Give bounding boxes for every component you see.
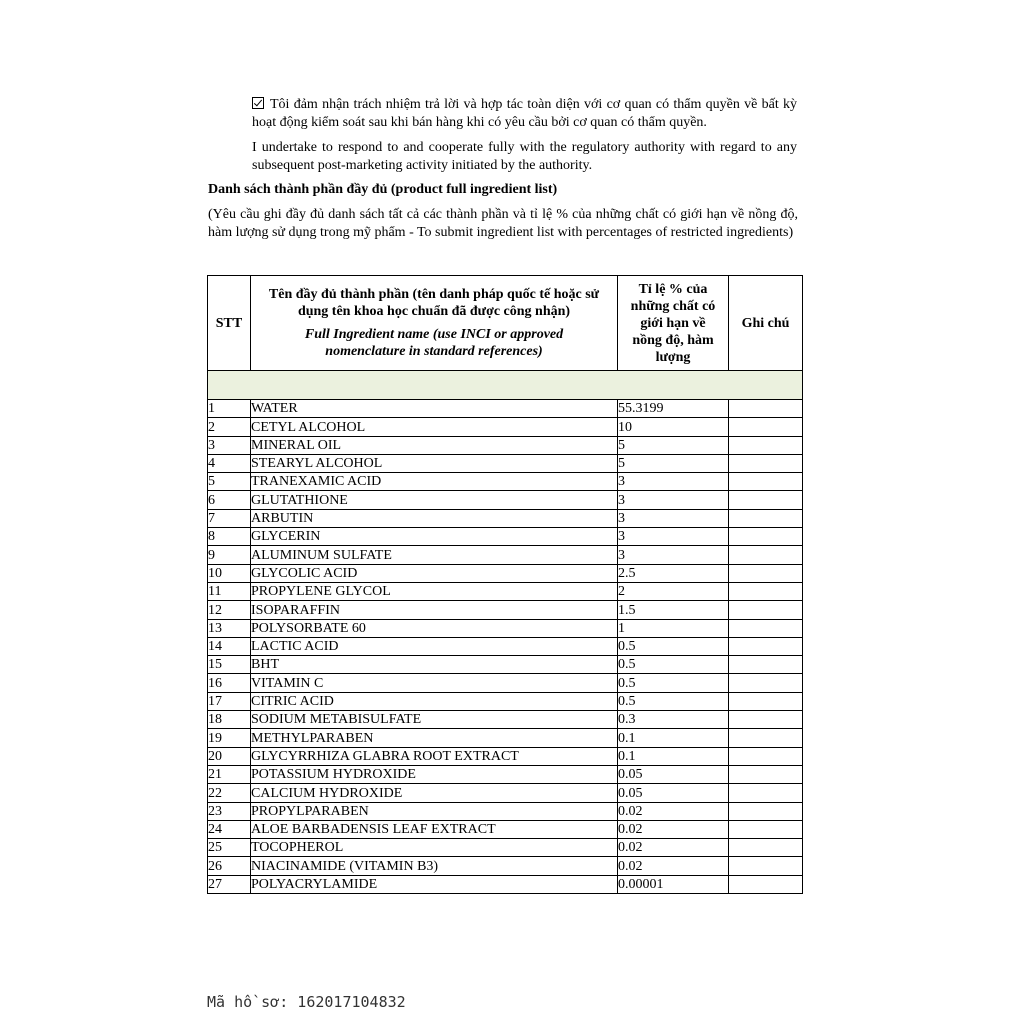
row-note (729, 802, 803, 820)
row-note (729, 473, 803, 491)
table-row (208, 729, 803, 747)
row-stt: 15 (208, 656, 251, 674)
row-stt: 1 (208, 400, 251, 418)
row-ingredient-name: GLYCERIN (251, 528, 618, 546)
row-note (729, 564, 803, 582)
row-note (729, 601, 803, 619)
row-note (729, 637, 803, 655)
table-row (208, 418, 803, 436)
row-percentage: 3 (618, 491, 729, 509)
header-name-vn: Tên đầy đủ thành phần (tên danh pháp quốc tế hoặc sử dụng tên khoa học chuẩn đã được công nhận) (268, 287, 600, 319)
header-ingredient-name (251, 276, 618, 371)
row-ingredient-name: POLYSORBATE 60 (251, 619, 618, 637)
row-ingredient-name: CITRIC ACID (251, 692, 618, 710)
row-percentage: 3 (618, 473, 729, 491)
row-stt: 9 (208, 546, 251, 564)
header-note: Ghi chú (729, 276, 803, 371)
row-note (729, 784, 803, 802)
row-stt: 3 (208, 436, 251, 454)
row-stt: 20 (208, 747, 251, 765)
table-header-row (208, 276, 803, 371)
row-stt: 21 (208, 765, 251, 783)
row-note (729, 839, 803, 857)
ingredient-table (207, 275, 803, 894)
row-percentage: 0.5 (618, 674, 729, 692)
row-stt: 11 (208, 582, 251, 600)
row-note (729, 857, 803, 875)
row-percentage: 0.5 (618, 656, 729, 674)
table-row (208, 711, 803, 729)
commitment-vietnamese (252, 96, 797, 132)
row-stt: 4 (208, 454, 251, 472)
row-stt: 7 (208, 509, 251, 527)
table-row (208, 747, 803, 765)
row-stt: 8 (208, 528, 251, 546)
table-row (208, 546, 803, 564)
row-note (729, 820, 803, 838)
table-row (208, 820, 803, 838)
row-note (729, 491, 803, 509)
table-row (208, 436, 803, 454)
table-row (208, 473, 803, 491)
row-percentage: 0.5 (618, 692, 729, 710)
row-percentage: 3 (618, 528, 729, 546)
row-note (729, 418, 803, 436)
row-note (729, 674, 803, 692)
row-note (729, 400, 803, 418)
row-ingredient-name: METHYLPARABEN (251, 729, 618, 747)
row-stt: 10 (208, 564, 251, 582)
table-row (208, 765, 803, 783)
row-ingredient-name: CETYL ALCOHOL (251, 418, 618, 436)
row-note (729, 619, 803, 637)
table-row (208, 839, 803, 857)
table-row (208, 564, 803, 582)
row-note (729, 747, 803, 765)
checked-box-icon (252, 97, 264, 109)
row-note (729, 729, 803, 747)
row-percentage: 10 (618, 418, 729, 436)
table-row (208, 802, 803, 820)
row-stt: 18 (208, 711, 251, 729)
row-ingredient-name: NIACINAMIDE (VITAMIN B3) (251, 857, 618, 875)
table-row (208, 656, 803, 674)
row-stt: 2 (208, 418, 251, 436)
row-stt: 16 (208, 674, 251, 692)
header-stt: STT (208, 276, 251, 371)
row-ingredient-name: GLYCOLIC ACID (251, 564, 618, 582)
table-row (208, 509, 803, 527)
table-row (208, 601, 803, 619)
row-note (729, 436, 803, 454)
row-stt: 6 (208, 491, 251, 509)
row-ingredient-name: ALOE BARBADENSIS LEAF EXTRACT (251, 820, 618, 838)
row-percentage: 0.00001 (618, 875, 729, 893)
row-ingredient-name: PROPYLPARABEN (251, 802, 618, 820)
row-stt: 19 (208, 729, 251, 747)
row-percentage: 0.02 (618, 820, 729, 838)
section-title: Danh sách thành phần đầy đủ (product full ingredient list) (208, 182, 558, 197)
table-row (208, 528, 803, 546)
row-percentage: 55.3199 (618, 400, 729, 418)
row-percentage: 0.05 (618, 784, 729, 802)
table-row (208, 619, 803, 637)
row-ingredient-name: PROPYLENE GLYCOL (251, 582, 618, 600)
row-stt: 24 (208, 820, 251, 838)
table-row (208, 784, 803, 802)
row-ingredient-name: ARBUTIN (251, 509, 618, 527)
row-percentage: 2 (618, 582, 729, 600)
table-row (208, 875, 803, 893)
row-ingredient-name: STEARYL ALCOHOL (251, 454, 618, 472)
row-ingredient-name: VITAMIN C (251, 674, 618, 692)
table-row (208, 857, 803, 875)
highlight-cell (208, 371, 803, 400)
row-percentage: 3 (618, 546, 729, 564)
table-row (208, 637, 803, 655)
row-ingredient-name: MINERAL OIL (251, 436, 618, 454)
table-row (208, 582, 803, 600)
table-row (208, 454, 803, 472)
row-stt: 26 (208, 857, 251, 875)
header-name-en: Full Ingredient name (use INCI or approved nomenclature in standard references) (304, 327, 564, 359)
row-stt: 14 (208, 637, 251, 655)
commitment-vn-text: Tôi đảm nhận trách nhiệm trả lời và hợp tác toàn diện với cơ quan có thẩm quyền về bất kỳ hoạt động kiểm soát sau khi bán hàng khi có yêu cầu bởi cơ quan có thẩm quyền. (252, 97, 797, 130)
row-percentage: 0.02 (618, 857, 729, 875)
row-percentage: 0.02 (618, 802, 729, 820)
row-stt: 27 (208, 875, 251, 893)
row-percentage: 5 (618, 436, 729, 454)
row-percentage: 2.5 (618, 564, 729, 582)
row-note (729, 711, 803, 729)
row-ingredient-name: CALCIUM HYDROXIDE (251, 784, 618, 802)
row-note (729, 528, 803, 546)
row-ingredient-name: ISOPARAFFIN (251, 601, 618, 619)
row-percentage: 0.02 (618, 839, 729, 857)
row-stt: 17 (208, 692, 251, 710)
row-percentage: 0.5 (618, 637, 729, 655)
row-ingredient-name: GLUTATHIONE (251, 491, 618, 509)
row-note (729, 656, 803, 674)
commitment-english: I undertake to respond to and cooperate fully with the regulatory authority with regard to any subsequent post-marketing activity initiated by the authority. (252, 140, 797, 173)
row-percentage: 1 (618, 619, 729, 637)
row-stt: 13 (208, 619, 251, 637)
row-ingredient-name: LACTIC ACID (251, 637, 618, 655)
row-percentage: 0.05 (618, 765, 729, 783)
row-ingredient-name: ALUMINUM SULFATE (251, 546, 618, 564)
row-percentage: 0.1 (618, 729, 729, 747)
row-ingredient-name: POLYACRYLAMIDE (251, 875, 618, 893)
table-row (208, 692, 803, 710)
row-ingredient-name: SODIUM METABISULFATE (251, 711, 618, 729)
row-ingredient-name: TOCOPHEROL (251, 839, 618, 857)
row-stt: 25 (208, 839, 251, 857)
table-row (208, 674, 803, 692)
row-note (729, 765, 803, 783)
row-percentage: 0.3 (618, 711, 729, 729)
table-row (208, 491, 803, 509)
row-percentage: 0.1 (618, 747, 729, 765)
row-note (729, 546, 803, 564)
row-percentage: 1.5 (618, 601, 729, 619)
row-ingredient-name: POTASSIUM HYDROXIDE (251, 765, 618, 783)
row-note (729, 692, 803, 710)
row-note (729, 875, 803, 893)
section-note: (Yêu cầu ghi đầy đủ danh sách tất cả các thành phần và tỉ lệ % của những chất có giới hạn về nồng độ, hàm lượng sử dụng trong mỹ phẩm - To submit ingredient list with percentages of restricted ingredients) (208, 207, 798, 240)
row-stt: 22 (208, 784, 251, 802)
row-ingredient-name: BHT (251, 656, 618, 674)
row-note (729, 582, 803, 600)
row-note (729, 509, 803, 527)
highlight-row (208, 371, 803, 400)
row-ingredient-name: WATER (251, 400, 618, 418)
row-percentage: 3 (618, 509, 729, 527)
file-code: Mã hồ sơ: 162017104832 (207, 993, 406, 1011)
row-stt: 5 (208, 473, 251, 491)
header-percentage: Tỉ lệ % của những chất có giới hạn về nồng độ, hàm lượng (618, 276, 729, 371)
row-note (729, 454, 803, 472)
row-stt: 12 (208, 601, 251, 619)
row-stt: 23 (208, 802, 251, 820)
row-ingredient-name: GLYCYRRHIZA GLABRA ROOT EXTRACT (251, 747, 618, 765)
row-percentage: 5 (618, 454, 729, 472)
row-ingredient-name: TRANEXAMIC ACID (251, 473, 618, 491)
table-row (208, 400, 803, 418)
